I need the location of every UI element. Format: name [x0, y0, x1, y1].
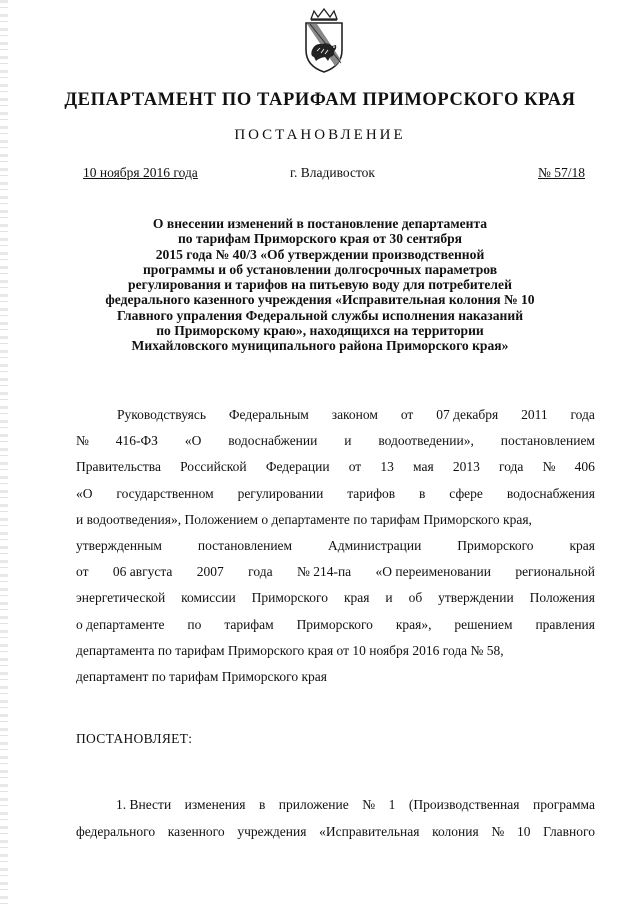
- text-word: 06 августа: [112, 564, 173, 580]
- text-word: Приморского: [251, 590, 328, 606]
- subject-line: Михайловского муниципального района Приморского края»: [131, 338, 509, 354]
- text-line: департамент по тарифам Приморского края: [76, 669, 327, 685]
- text-word: постановлением: [500, 433, 595, 449]
- text-word: 10: [516, 823, 531, 839]
- text-word: по: [187, 616, 202, 632]
- text-word: №: [491, 823, 505, 839]
- text-word: года: [248, 564, 273, 580]
- resolution-item-1: [76, 792, 595, 845]
- subject-line: федерального казенного учреждения «Исправительная колония № 10: [105, 292, 535, 308]
- text-word: изменения: [184, 797, 246, 812]
- text-word: утверждении: [438, 590, 514, 606]
- text-word: №: [76, 433, 89, 449]
- text-word: №: [542, 459, 556, 475]
- text-word: «О: [76, 485, 93, 501]
- text-word: от: [348, 459, 362, 475]
- text-word: 2013: [452, 459, 480, 475]
- subject-line: О внесении изменений в постановление департамента: [152, 216, 488, 231]
- text-word: учреждения: [237, 823, 307, 839]
- text-word: от: [76, 564, 89, 580]
- text-word: года: [570, 407, 595, 422]
- text-word: 416-ФЗ: [115, 433, 158, 449]
- text-word: законом: [331, 407, 378, 422]
- text-word: Федеральным: [228, 407, 309, 422]
- text-word: приложение: [278, 797, 349, 812]
- text-word: 2011: [521, 407, 548, 422]
- text-word: решением: [454, 616, 513, 632]
- text-word: программа: [532, 797, 595, 812]
- text-word: тарифов: [347, 485, 396, 501]
- text-word: тарифам: [224, 616, 274, 632]
- text-word: Приморского: [296, 616, 373, 632]
- text-word: 07 декабря: [436, 407, 499, 422]
- text-word: энергетической: [76, 590, 166, 606]
- text-word: мая: [413, 459, 434, 475]
- text-word: и: [385, 590, 393, 606]
- preamble-text: [76, 402, 595, 690]
- department-title: ДЕПАРТАМЕНТ ПО ТАРИФАМ ПРИМОРСКОГО КРАЯ: [64, 90, 576, 110]
- text-word: Главного: [543, 823, 595, 839]
- text-word: Руководствуясь: [117, 407, 206, 422]
- text-word: водоснабжении: [228, 433, 318, 449]
- text-line: [76, 559, 595, 585]
- text-line: [76, 507, 595, 533]
- text-word: Правительства: [76, 459, 161, 475]
- resolve-label: ПОСТАНОВЛЯЕТ:: [76, 731, 193, 746]
- text-word: государственном: [116, 485, 214, 501]
- text-word: регулировании: [237, 485, 324, 501]
- text-word: департамента по тарифам Приморского края от 10 ноября 2016 года № 58,: [76, 642, 504, 658]
- text-word: региональной: [515, 564, 595, 580]
- text-word: 13: [380, 459, 394, 475]
- text-word: «О переименовании: [375, 564, 491, 580]
- text-word: «О: [184, 433, 202, 449]
- text-word: 2007: [196, 564, 224, 580]
- text-word: водоснабжения: [506, 485, 595, 501]
- text-word: федерального: [76, 823, 156, 839]
- text-line: [76, 481, 595, 507]
- text-word: водоотведении»,: [378, 433, 474, 449]
- text-word: года: [499, 459, 524, 475]
- text-word: правления: [535, 616, 595, 632]
- text-word: об: [408, 590, 423, 606]
- text-word: края: [569, 538, 595, 554]
- text-word: Российской: [180, 459, 247, 475]
- document-type: ПОСТАНОВЛЕНИЕ: [234, 127, 406, 143]
- text-word: края: [343, 590, 370, 606]
- text-word: утвержденным: [76, 538, 162, 554]
- text-line: [76, 402, 595, 428]
- document-subject: [90, 216, 550, 354]
- text-line: [76, 585, 595, 611]
- text-word: и водоотведения», Положением о департаменте по тарифам Приморского края,: [76, 511, 532, 527]
- text-word: Федерации: [265, 459, 330, 475]
- document-number: № 57/18: [538, 165, 586, 180]
- text-line: [76, 819, 595, 846]
- text-word: в: [419, 485, 426, 501]
- text-word: № 214-па: [296, 564, 352, 580]
- text-line: [76, 792, 595, 819]
- text-word: казенного: [167, 823, 225, 839]
- text-word: 1. Внести: [116, 797, 172, 812]
- document-date: 10 ноября 2016 года: [83, 165, 198, 180]
- text-line: [76, 638, 595, 664]
- text-word: «Исправительная: [319, 823, 420, 839]
- subject-line: по тарифам Приморского края от 30 сентября: [177, 231, 463, 247]
- coat-of-arms-icon: [301, 8, 347, 74]
- text-word: комиссии: [181, 590, 236, 606]
- text-word: и: [344, 433, 352, 449]
- text-word: колония: [432, 823, 479, 839]
- subject-line: Главного упраления Федеральной службы исполнения наказаний: [116, 307, 524, 323]
- subject-line: программы и об установлении долгосрочных параметров: [142, 261, 498, 277]
- text-word: №: [362, 797, 376, 812]
- text-line: [76, 533, 595, 559]
- text-line: [76, 428, 595, 454]
- text-word: 406: [574, 459, 595, 475]
- text-word: постановлением: [197, 538, 293, 554]
- text-word: Приморского: [457, 538, 534, 554]
- subject-line: 2015 года № 40/3 «Об утверждении производственной: [155, 246, 485, 262]
- text-line: [76, 612, 595, 638]
- text-word: Положения: [529, 590, 595, 606]
- text-word: о департаменте: [76, 616, 165, 632]
- text-line: [76, 454, 595, 480]
- text-word: (Производственная: [408, 797, 520, 812]
- text-word: от: [400, 407, 414, 422]
- text-word: в: [258, 797, 266, 812]
- text-word: Администрации: [328, 538, 422, 554]
- subject-line: по Приморскому краю», находящихся на территории: [156, 323, 484, 339]
- text-word: края»,: [395, 616, 432, 632]
- subject-line: регулирования и тарифов на питьевую воду для потребителей: [128, 277, 512, 293]
- text-word: сфере: [449, 485, 483, 501]
- text-word: 1: [388, 797, 396, 812]
- document-city: г. Владивосток: [290, 165, 375, 180]
